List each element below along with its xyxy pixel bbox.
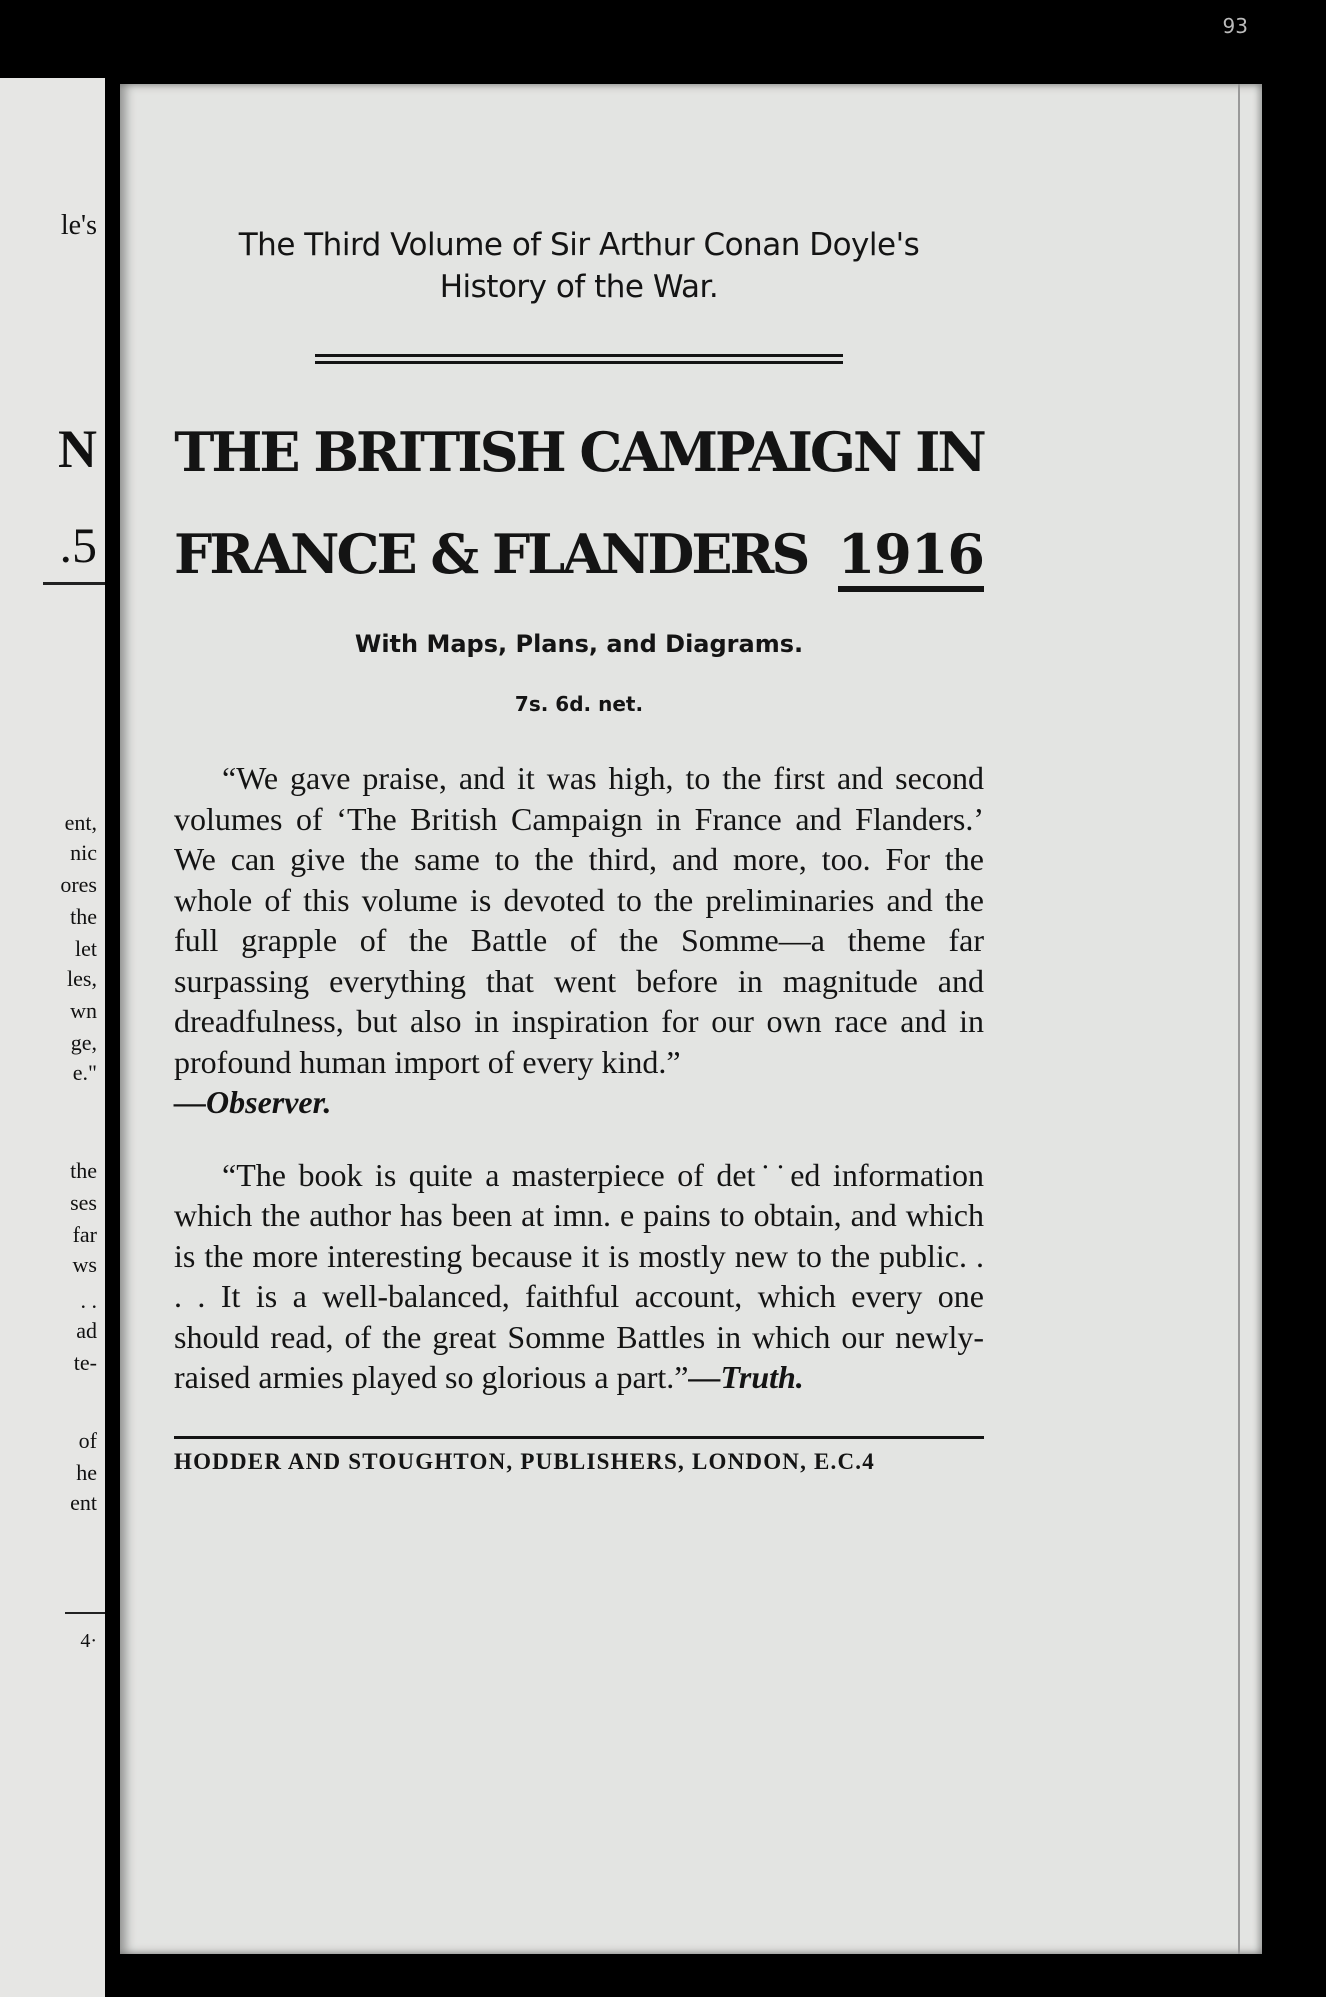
intro-heading bbox=[174, 224, 984, 308]
facing-text-fragment: 4· bbox=[80, 1630, 97, 1652]
book-page bbox=[120, 84, 1262, 1954]
intro-line: The Third Volume of Sir Arthur Conan Doyle's bbox=[238, 227, 920, 263]
book-price: 7s. 6d. net. bbox=[514, 692, 644, 716]
book-subtitle: With Maps, Plans, and Diagrams. bbox=[354, 630, 804, 658]
page-edge bbox=[1238, 84, 1240, 1954]
facing-text-fragment: wn bbox=[70, 998, 97, 1023]
facing-page bbox=[0, 78, 105, 1997]
facing-text-fragment: e." bbox=[72, 1060, 97, 1085]
facing-text-fragment: ge, bbox=[70, 1030, 97, 1055]
facing-text-fragment: of bbox=[78, 1428, 97, 1453]
facing-text-fragment: ores bbox=[60, 872, 97, 897]
facing-text-fragment: le's bbox=[60, 210, 97, 241]
book-title-line bbox=[174, 524, 984, 592]
bottom-rule bbox=[174, 1436, 984, 1439]
facing-text-fragment: les, bbox=[67, 966, 97, 991]
review-quote-text: “The book is quite a masterpiece of det˙˙ed information which the author has been at imn. e pains to obtain, and which is the more interesting because it is mostly new to the public. . . . It is a well-balanced, faithful account, which every one should read, of the great Somme Battles in which our newly-raised armies played so glorious a part.” bbox=[174, 1156, 984, 1395]
facing-text-fragment: let bbox=[75, 936, 97, 961]
facing-text-fragment: . . bbox=[80, 1288, 97, 1313]
advertisement bbox=[174, 224, 984, 1475]
facing-text-fragment: the bbox=[70, 904, 97, 929]
facing-text-fragment: ad bbox=[76, 1318, 97, 1343]
facing-text-fragment: nic bbox=[70, 840, 97, 865]
facing-rule bbox=[65, 1612, 105, 1614]
book-title-year: 1916 bbox=[838, 524, 984, 592]
review-source: —Observer. bbox=[174, 1084, 332, 1120]
review-quote-text: “We gave praise, and it was high, to the first and second volumes of ‘The British Campaign in France and Flanders.’ We can give the same to the third, and more, too. For the whole of this volume is devoted to the preliminaries and the full grapple of the Battle of the Somme—a theme far surpassing everything that went before in magnitude and dreadfulness, but also in inspiration for our own race and in profound human import of every kind.” bbox=[174, 760, 984, 1080]
publisher-imprint: HODDER AND STOUGHTON, PUBLISHERS, LONDON, E.C.4 bbox=[174, 1448, 875, 1474]
facing-text-fragment: ent, bbox=[64, 810, 97, 835]
facing-rule bbox=[43, 582, 105, 585]
page-number-mark: 93 bbox=[1222, 14, 1248, 38]
review-quote bbox=[174, 1155, 984, 1398]
intro-line: History of the War. bbox=[439, 269, 719, 305]
facing-text-fragment: he bbox=[76, 1460, 97, 1485]
facing-text-fragment: N bbox=[58, 419, 97, 479]
review-quote bbox=[174, 758, 984, 1123]
review-source: —Truth. bbox=[688, 1359, 804, 1395]
facing-text-fragment: far bbox=[72, 1222, 97, 1247]
double-rule-divider bbox=[315, 354, 843, 364]
book-title-text: FRANCE & FLANDERS bbox=[174, 522, 808, 586]
facing-text-fragment: te- bbox=[73, 1350, 97, 1375]
facing-text-fragment: ws bbox=[72, 1252, 97, 1277]
facing-text-fragment: .5 bbox=[59, 517, 97, 573]
book-title-line: THE BRITISH CAMPAIGN IN bbox=[174, 420, 984, 484]
facing-text-fragment: the bbox=[70, 1158, 97, 1183]
facing-text-fragment: ent bbox=[70, 1490, 97, 1515]
facing-text-fragment: ses bbox=[70, 1190, 97, 1215]
